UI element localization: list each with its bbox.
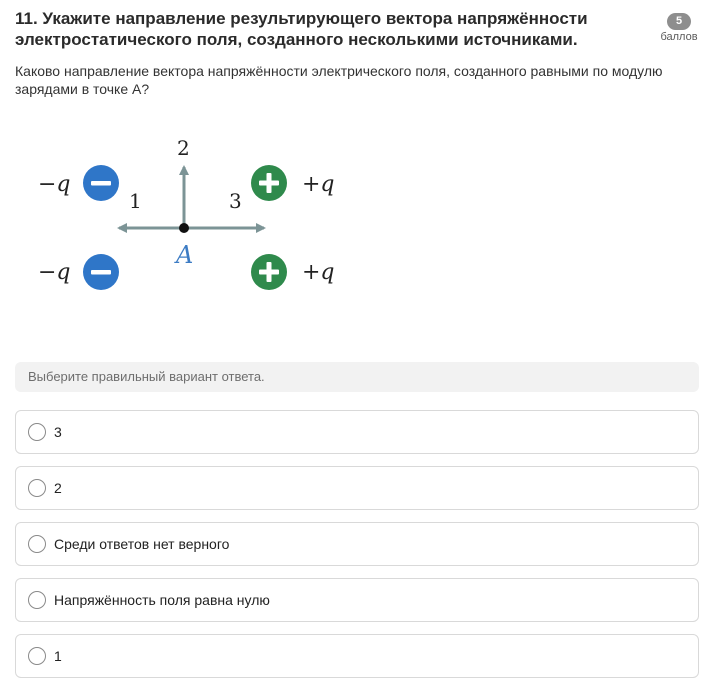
answer-option-2[interactable] [15, 466, 699, 510]
answer-option-label: 2 [54, 480, 62, 496]
task-title: 11. Укажите направление результирующего вектора напряжённости электростатического поля, созданного несколькими источниками. [15, 9, 588, 49]
radio-button[interactable] [28, 535, 46, 553]
charge-label-plus-bottom: +q [302, 260, 335, 285]
answer-option-none-correct[interactable] [15, 522, 699, 566]
answer-option-3[interactable] [15, 410, 699, 454]
minus-icon [91, 270, 111, 275]
charge-minus-bottom [83, 254, 119, 290]
charge-label-minus-bottom: −q [38, 260, 71, 285]
answer-option-label: 1 [54, 648, 62, 664]
answer-option-label: Среди ответов нет верного [54, 536, 230, 552]
arrow-label-3: 3 [229, 189, 242, 213]
charge-label-minus-top: −q [38, 172, 71, 197]
answer-option-1[interactable] [15, 634, 699, 678]
field-diagram [0, 120, 380, 320]
points-label: баллов [660, 31, 698, 43]
charge-label-plus-top: +q [302, 172, 335, 197]
radio-button[interactable] [28, 591, 46, 609]
question-text: Каково направление вектора напряжённости электрического поля, созданного равными по модулю зарядами в точке A? [15, 63, 663, 97]
radio-button[interactable] [28, 423, 46, 441]
answer-option-label: Напряжённость поля равна нулю [54, 592, 270, 608]
answer-hint: Выберите правильный вариант ответа. [15, 362, 699, 392]
arrow-label-1: 1 [129, 189, 142, 213]
charge-plus-bottom [251, 254, 287, 290]
radio-button[interactable] [28, 647, 46, 665]
answer-option-label: 3 [54, 424, 62, 440]
charge-plus-top [251, 165, 287, 201]
minus-icon [91, 181, 111, 186]
points-badge: 5 [667, 13, 691, 30]
point-a-label: A [176, 241, 194, 269]
arrow-label-2: 2 [177, 136, 190, 160]
answer-option-zero-field[interactable] [15, 578, 699, 622]
point-a [179, 223, 189, 233]
radio-button[interactable] [28, 479, 46, 497]
charge-minus-top [83, 165, 119, 201]
points-indicator [658, 11, 700, 43]
